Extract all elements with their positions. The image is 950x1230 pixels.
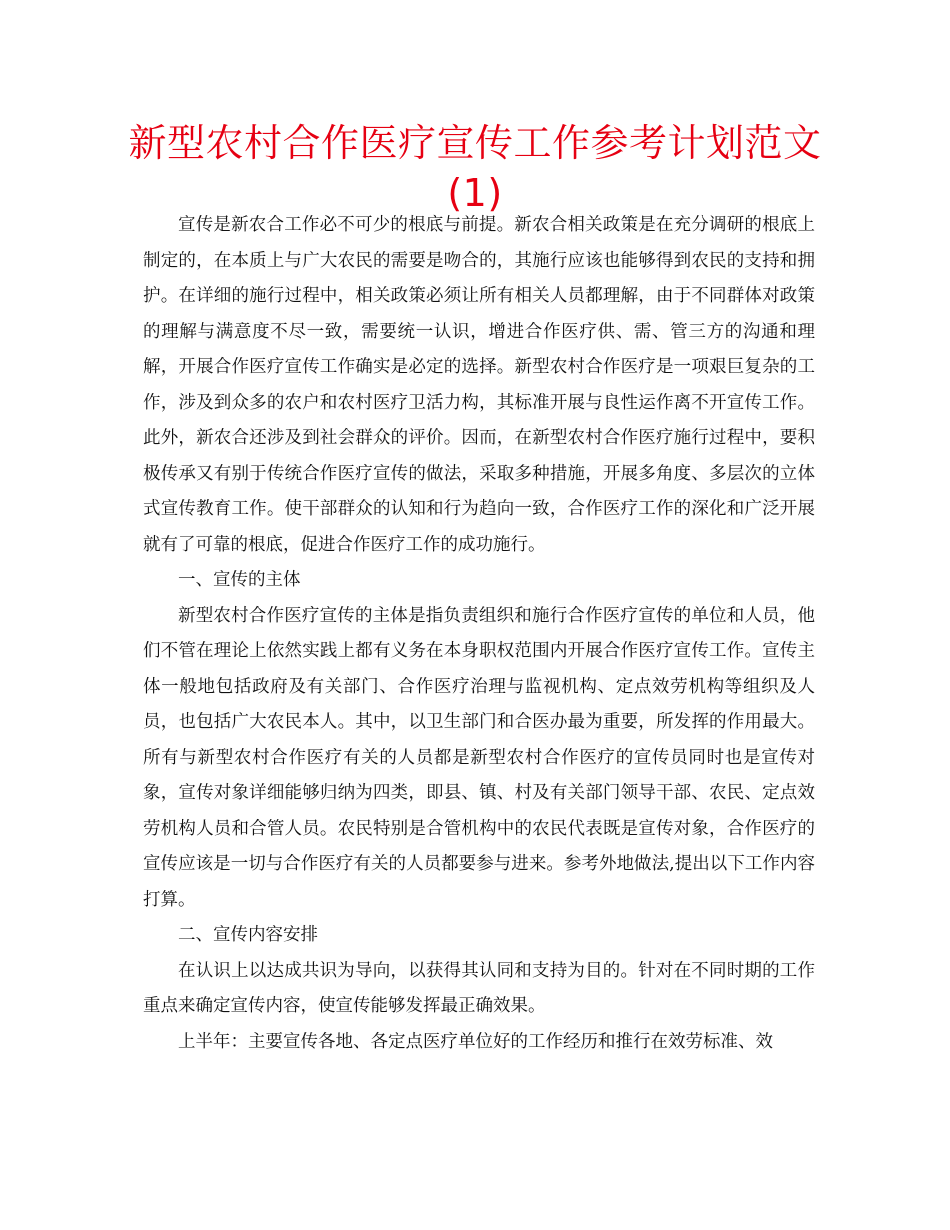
document-body xyxy=(143,208,815,1060)
document-title: 新型农村合作医疗宣传工作参考计划范文(1) xyxy=(128,121,822,215)
paragraph-content: 在认识上以达成共识为导向，以获得其认同和支持为目的。针对在不同时期的工作重点来确定宣传内容，使宣传能够发挥最正确效果。 xyxy=(143,960,815,1016)
paragraph-intro: 宣传是新农合工作必不可少的根底与前提。新农合相关政策是在充分调研的根底上制定的，在本质上与广大农民的需要是吻合的，其施行应该也能够得到农民的支持和拥护。在详细的施行过程中，相关政策必须让所有相关人员都理解，由于不同群体对政策的理解与满意度不尽一致，需要统一认识，增进合作医疗供、需、管三方的沟通和理解，开展合作医疗宣传工作确实是必定的选择。新型农村合作医疗是一项艰巨复杂的工作，涉及到众多的农户和农村医疗卫活力构，其标准开展与良性运作离不开宣传工作。此外，新农合还涉及到社会群众的评价。因而，在新型农村合作医疗施行过程中，要积极传承又有别于传统合作医疗宣传的做法，采取多种措施，开展多角度、多层次的立体式宣传教育工作。使干部群众的认知和行为趋向一致，合作医疗工作的深化和广泛开展就有了可靠的根底，促进合作医疗工作的成功施行。 xyxy=(143,215,815,555)
paragraph-first-half: 上半年：主要宣传各地、各定点医疗单位好的工作经历和推行在效劳标准、效 xyxy=(178,1031,773,1052)
paragraph-subject: 新型农村合作医疗宣传的主体是指负责组织和施行合作医疗宣传的单位和人员，他们不管在理论上依然实践上都有义务在本身职权范围内开展合作医疗宣传工作。宣传主体一般地包括政府及有关部门、合作医疗治理与监视机构、定点效劳机构等组织及人员，也包括广大农民本人。其中，以卫生部门和合医办最为重要，所发挥的作用最大。所有与新型农村合作医疗有关的人员都是新型农村合作医疗的宣传员同时也是宣传对象，宣传对象详细能够归纳为四类，即县、镇、村及有关部门领导干部、农民、定点效劳机构人员和合管人员。农民特别是合管机构中的农民代表既是宣传对象，合作医疗的宣传应该是一切与合作医疗有关的人员都要参与进来。参考外地做法,提出以下工作内容打算。 xyxy=(143,605,815,910)
section-heading-1: 一、宣传的主体 xyxy=(178,570,301,590)
section-heading-2: 二、宣传内容安排 xyxy=(178,925,318,945)
